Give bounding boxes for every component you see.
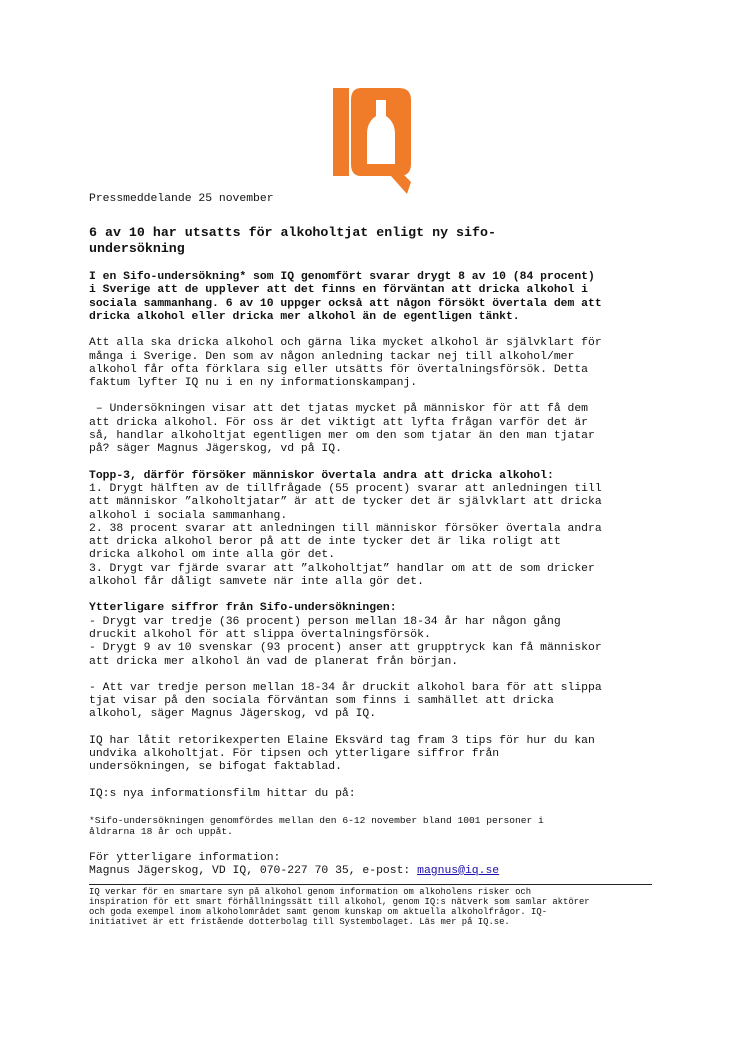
contact-line <box>89 865 664 878</box>
lead-paragraph: I en Sifo-undersökning* som IQ genomfört svarar drygt 8 av 10 (84 procent) i Sverige att de upplever att det finns en förväntan att dricka alkohol i sociala sammanhang. 6 av 10 uppger också att någon försökt övertala dem att dricka alkohol eller dricka mer alkohol än de egentligen tänkt. <box>89 271 602 323</box>
film-paragraph: IQ:s nya informationsfilm hittar du på: <box>89 787 356 800</box>
quote-paragraph: – Undersökningen visar att det tjatas mycket på människor för att få dem att dricka alkohol. För oss är det viktigt att lyfta frågan varför det är så, handlar alkoholtjat egentligen mer om den som tjatar än den man tjatar på? säger Magnus Jägerskog, vd på IQ. <box>89 403 595 456</box>
quote-paragraph-2: - Att var tredje person mellan 18-34 år druckit alkohol bara för att slippa tjat visar på den sociala förväntan som finns i samhället att dricka alkohol, säger Magnus Jägerskog, vd på IQ. <box>89 681 602 721</box>
footer-text: IQ verkar för en smartare syn på alkohol genom information om alkoholens risker och inspiration för ett smart förhållningssätt till alkohol, genom IQ:s nätverk som samlar aktörer och goda exempel inom alkoholområdet samt genom kunskap om aktuella alkoholfrågor. IQ- initiativet är ett fristående dotterbolag till Systembolaget. Läs mer på IQ.se. <box>89 887 590 928</box>
more-figures-list: - Drygt var tredje (36 procent) person mellan 18-34 år har någon gång druckit alkohol för att slippa övertalningsförsök. - Drygt 9 av 10 svenskar (93 procent) anser att grupptryck kan få människor att dricka mer alkohol än vad de planerat från början. <box>89 615 602 668</box>
iq-logo-mark <box>333 88 411 194</box>
intro-paragraph: Att alla ska dricka alkohol och gärna lika mycket alkohol är självklart för många i Sverige. Den som av någon anledning tackar nej till alkohol/mer alkohol får ofta förklara sig eller utsätts för övertalningsförsök. Detta faktum lyfter IQ nu i en ny informationskampanj. <box>89 337 602 390</box>
top3-section <box>89 470 664 590</box>
more-figures-section <box>89 602 664 668</box>
more-figures-heading: Ytterligare siffror från Sifo-undersökningen: <box>89 602 397 615</box>
footnote: *Sifo-undersökningen genomfördes mellan den 6-12 november bland 1001 personer i åldrarna 18 år och uppåt. <box>89 814 544 838</box>
email-link[interactable]: magnus@iq.se <box>417 864 500 877</box>
iq-logo <box>333 88 411 194</box>
contact-details: Magnus Jägerskog, VD IQ, 070-227 70 35, e-post: <box>89 864 418 877</box>
contact-heading: För ytterligare information: <box>89 851 281 864</box>
press-release <box>89 193 664 927</box>
top3-list: 1. Drygt hälften av de tillfrågade (55 procent) svarar att anledningen till att människor ”alkoholtjatar” är att de tycker det är självklart att dricka alkohol i sociala sammanhang. 2. 38 procent svarar att anledningen till människor försöker övertala andra att dricka alkohol beror på att de inte tycker det är lika roligt att dricka alkohol om inte alla gör det. 3. Drygt var fjärde svarar att ”alkoholtjat” handlar om att de som dricker alkohol får dåligt samvete när inte alla gör det. <box>89 482 602 589</box>
top3-heading: Topp-3, därför försöker människor övertala andra att dricka alkohol: <box>89 469 554 482</box>
contact-section <box>89 852 664 879</box>
footer-divider <box>89 884 652 885</box>
tips-paragraph: IQ har låtit retorikexperten Elaine Eksvärd tag fram 3 tips för hur du kan undvika alkoholtjat. För tipsen och ytterligare siffror från undersökningen, se bifogat faktablad. <box>89 734 595 774</box>
page-title: 6 av 10 har utsatts för alkoholtjat enligt ny sifo- undersökning <box>89 225 496 256</box>
dateline: Pressmeddelande 25 november <box>89 193 274 205</box>
